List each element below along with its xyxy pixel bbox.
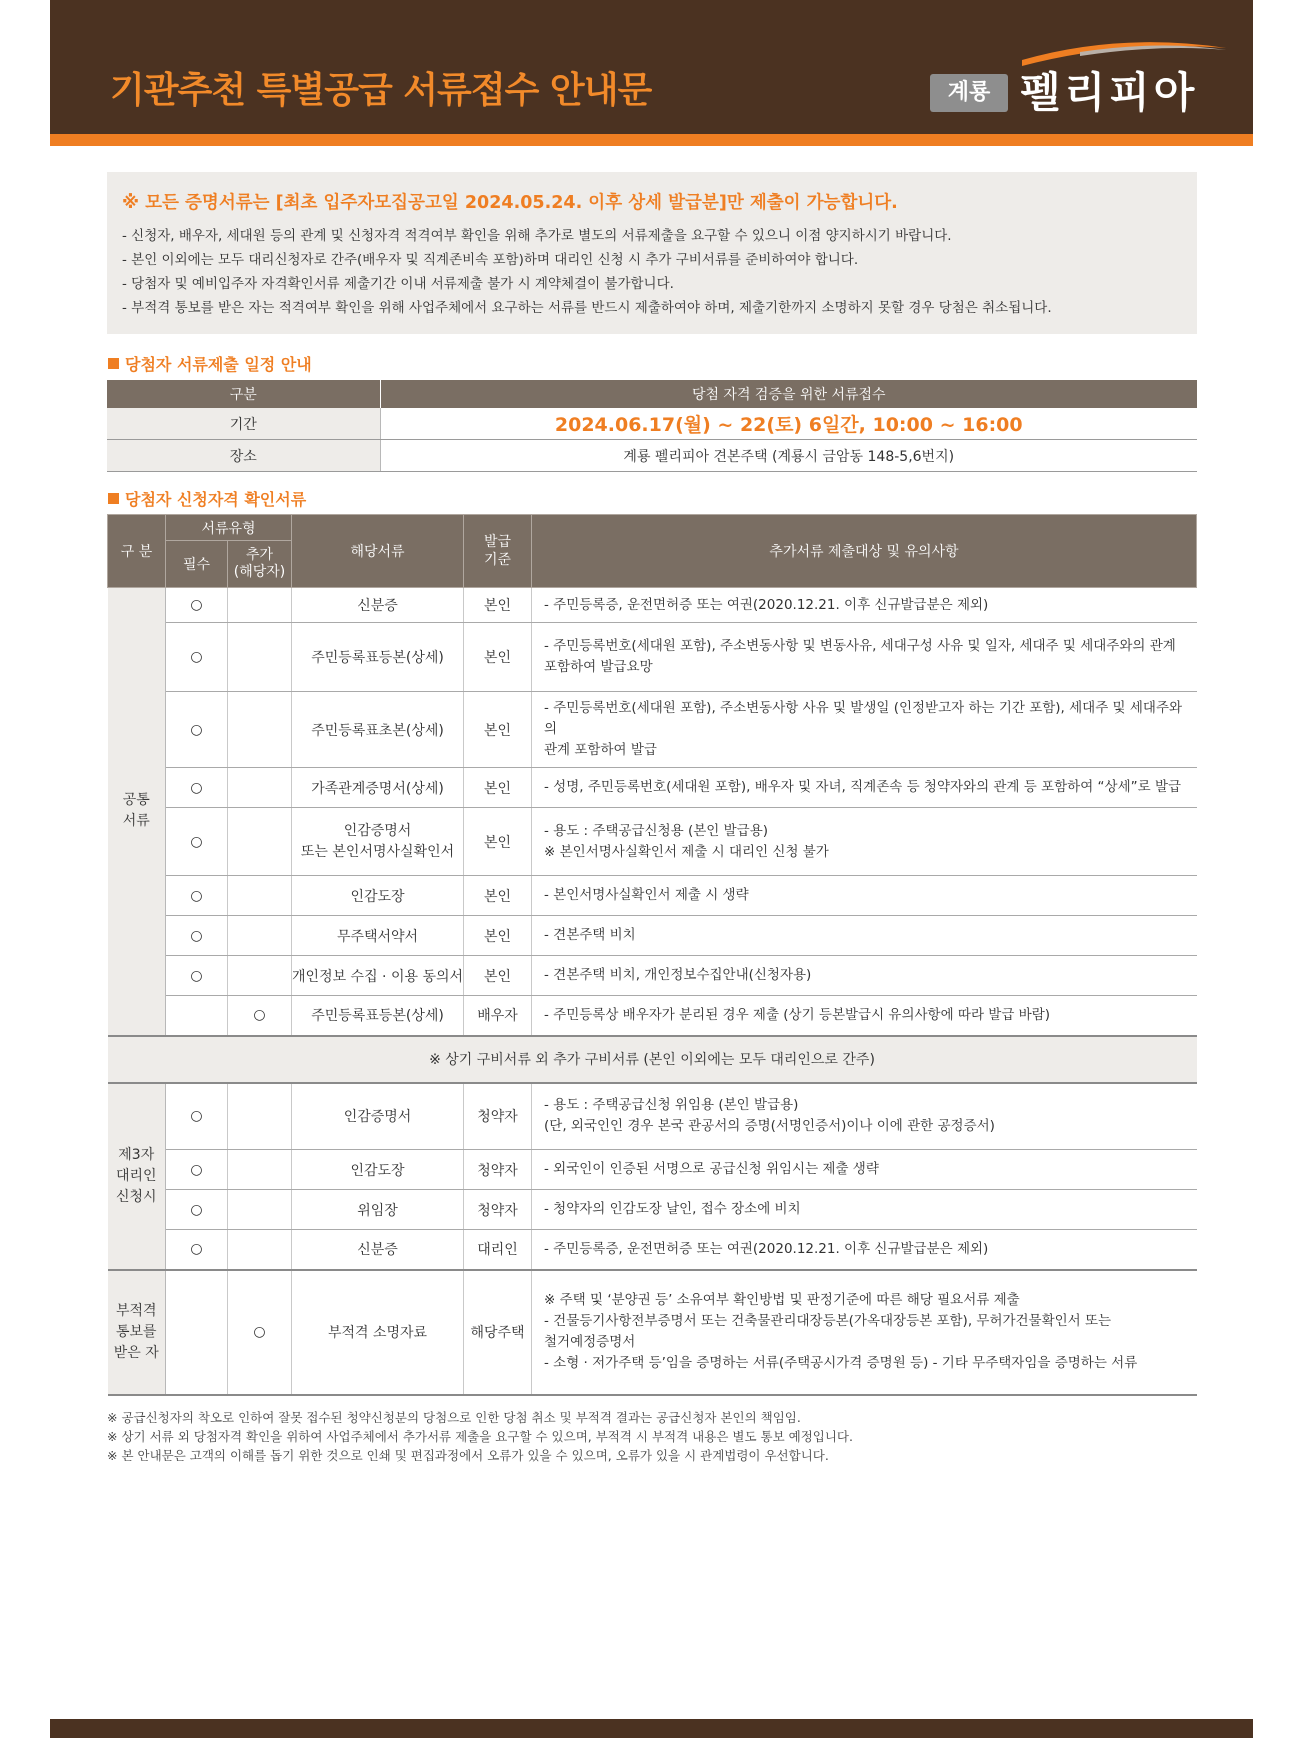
issuer: 본인 — [464, 692, 532, 768]
docs-header-notes: 추가서류 제출대상 및 유의사항 — [532, 515, 1197, 588]
docs-header-additional: 추가 (해당자) — [228, 541, 292, 588]
additional-mark — [228, 692, 292, 768]
footnote: ※ 본 안내문은 고객의 이해를 돕기 위한 것으로 인쇄 및 편집과정에서 오류가 있을 수 있으며, 오류가 있을 시 관계법령이 우선합니다. — [107, 1448, 829, 1463]
table-row — [108, 876, 1197, 916]
note: - 주민등록번호(세대원 포함), 주소변동사항 및 변동사유, 세대구성 사유 및 일자, 세대주 및 세대주와의 관계 포함하여 발급요망 — [532, 623, 1197, 692]
docs-header-required: 필수 — [166, 541, 228, 588]
note: - 성명, 주민등록번호(세대원 포함), 배우자 및 자녀, 직계존속 등 청약자와의 관계 등 포함하여 “상세”로 발급 — [532, 768, 1197, 808]
note: ※ 주택 및 ‘분양권 등’ 소유여부 확인방법 및 판정기준에 따른 해당 필요서류 제출 - 건물등기사항전부증명서 또는 건축물관리대장등본(가옥대장등본 포함), 무허가건물확인서 또는 철거예정증명서 - 소형 · 저가주택 등’임을 증명하는 서류(주택공시가격 증명원 등) - 기타 무주택자임을 증명하는 서류 — [532, 1270, 1197, 1395]
document-name: 주민등록표등본(상세) — [292, 996, 464, 1036]
docs-header-type: 서류유형 — [166, 515, 292, 541]
additional-mark — [228, 956, 292, 996]
document-name: 무주택서약서 — [292, 916, 464, 956]
table-row — [108, 588, 1197, 623]
document-name: 인감증명서 또는 본인서명사실확인서 — [292, 808, 464, 876]
issuer: 청약자 — [464, 1150, 532, 1190]
issuer: 본인 — [464, 916, 532, 956]
table-row — [108, 1150, 1197, 1190]
required-mark — [166, 1270, 228, 1395]
document-name: 가족관계증명서(상세) — [292, 768, 464, 808]
note: - 주민등록증, 운전면허증 또는 여권(2020.12.21. 이후 신규발급분은 제외) — [532, 588, 1197, 623]
document-name: 인감증명서 — [292, 1083, 464, 1150]
additional-mark — [228, 916, 292, 956]
note: - 본인서명사실확인서 제출 시 생략 — [532, 876, 1197, 916]
required-mark: ○ — [166, 876, 228, 916]
table-row — [108, 996, 1197, 1036]
notice-item: - 부적격 통보를 받은 자는 적격여부 확인을 위해 사업주체에서 요구하는 서류를 반드시 제출하여야 하며, 제출기한까지 소명하지 못할 경우 당첨은 취소됩니다. — [122, 300, 1052, 316]
additional-mark — [228, 1190, 292, 1230]
note: - 주민등록상 배우자가 분리된 경우 제출 (상기 등본발급시 유의사항에 따라 발급 바람) — [532, 996, 1197, 1036]
schedule-section-title: 당첨자 서류제출 일정 안내 — [108, 352, 312, 375]
document-name: 위임장 — [292, 1190, 464, 1230]
notice-heading: ※ 모든 증명서류는 [최초 입주자모집공고일 2024.05.24. 이후 상세 발급분]만 제출이 가능합니다. — [122, 193, 898, 213]
notice-item: - 신청자, 배우자, 세대원 등의 관계 및 신청자격 적격여부 확인을 위해 추가로 별도의 서류제출을 요구할 수 있으니 이점 양지하시기 바랍니다. — [122, 228, 952, 244]
square-bullet-icon — [108, 493, 119, 504]
docs-header-category: 구 분 — [108, 515, 166, 588]
additional-mark — [228, 1150, 292, 1190]
issuer: 대리인 — [464, 1230, 532, 1270]
table-row — [108, 916, 1197, 956]
required-mark: ○ — [166, 916, 228, 956]
document-name: 주민등록표등본(상세) — [292, 623, 464, 692]
table-row — [108, 1083, 1197, 1150]
document-name: 부적격 소명자료 — [292, 1270, 464, 1395]
footnote: ※ 상기 서류 외 당첨자격 확인을 위하여 사업주체에서 추가서류 제출을 요구할 수 있으며, 부적격 시 부적격 내용은 별도 통보 예정입니다. — [107, 1429, 853, 1444]
note: - 주민등록번호(세대원 포함), 주소변동사항 사유 및 발생일 (인정받고자 하는 기간 포함), 세대주 및 세대주와의 관계 포함하여 발급 — [532, 692, 1197, 768]
issuer: 본인 — [464, 768, 532, 808]
note: - 용도 : 주택공급신청 위임용 (본인 발급용) (단, 외국인인 경우 본국 관공서의 증명(서명인증서)이나 이에 관한 공정증서) — [532, 1083, 1197, 1150]
schedule-header-category: 구분 — [107, 380, 380, 408]
required-mark: ○ — [166, 1083, 228, 1150]
required-mark: ○ — [166, 1230, 228, 1270]
footnotes — [107, 1408, 853, 1465]
footer-bar — [50, 1719, 1253, 1738]
issuer: 본인 — [464, 876, 532, 916]
issuer: 해당주택 — [464, 1270, 532, 1395]
document-name: 신분증 — [292, 588, 464, 623]
issuer: 본인 — [464, 808, 532, 876]
note: - 청약자의 인감도장 날인, 접수 장소에 비치 — [532, 1190, 1197, 1230]
note: - 외국인이 인증된 서명으로 공급신청 위임시는 제출 생략 — [532, 1150, 1197, 1190]
schedule-table — [107, 380, 1197, 472]
note: - 용도 : 주택공급신청용 (본인 발급용) ※ 본인서명사실확인서 제출 시 대리인 신청 불가 — [532, 808, 1197, 876]
additional-mark — [228, 808, 292, 876]
additional-docs-note: ※ 상기 구비서류 외 추가 구비서류 (본인 이외에는 모두 대리인으로 간주) — [108, 1036, 1197, 1083]
table-row — [108, 808, 1197, 876]
issuer: 본인 — [464, 588, 532, 623]
schedule-period-value: 2024.06.17(월) ~ 22(토) 6일간, 10:00 ~ 16:00 — [380, 408, 1197, 440]
category-proxy: 제3자 대리인 신청시 — [108, 1083, 166, 1270]
table-row — [108, 1190, 1197, 1230]
required-mark: ○ — [166, 768, 228, 808]
issuer: 청약자 — [464, 1083, 532, 1150]
notice-item: - 본인 이외에는 모두 대리신청자로 간주(배우자 및 직계존비속 포함)하며 대리인 신청 시 추가 구비서류를 준비하여야 합니다. — [122, 252, 859, 268]
footnote: ※ 공급신청자의 착오로 인하여 잘못 접수된 청약신청분의 당첨으로 인한 당첨 취소 및 부적격 결과는 공급신청자 본인의 책임임. — [107, 1410, 801, 1425]
additional-mark: ○ — [228, 996, 292, 1036]
issuer: 청약자 — [464, 1190, 532, 1230]
additional-mark — [228, 1083, 292, 1150]
issuer: 본인 — [464, 623, 532, 692]
additional-mark — [228, 768, 292, 808]
notice-box — [107, 172, 1197, 334]
required-mark: ○ — [166, 588, 228, 623]
table-row — [108, 768, 1197, 808]
required-mark: ○ — [166, 1190, 228, 1230]
note: - 견본주택 비치, 개인정보수집안내(신청자용) — [532, 956, 1197, 996]
document-name: 주민등록표초본(상세) — [292, 692, 464, 768]
square-bullet-icon — [108, 358, 119, 369]
document-name: 신분증 — [292, 1230, 464, 1270]
document-name: 인감도장 — [292, 1150, 464, 1190]
table-row — [108, 623, 1197, 692]
note: - 견본주택 비치 — [532, 916, 1197, 956]
document-name: 인감도장 — [292, 876, 464, 916]
notice-list — [122, 224, 1052, 320]
additional-mark — [228, 876, 292, 916]
required-mark: ○ — [166, 692, 228, 768]
docs-section-title: 당첨자 신청자격 확인서류 — [108, 487, 306, 510]
required-mark: ○ — [166, 956, 228, 996]
note: - 주민등록증, 운전면허증 또는 여권(2020.12.21. 이후 신규발급분은 제외) — [532, 1230, 1197, 1270]
page-title: 기관추천 특별공급 서류접수 안내문 — [110, 70, 652, 111]
required-mark — [166, 996, 228, 1036]
schedule-period-label: 기간 — [107, 408, 380, 440]
required-mark: ○ — [166, 1150, 228, 1190]
category-ineligible: 부적격 통보를 받은 자 — [108, 1270, 166, 1395]
category-common: 공통 서류 — [108, 588, 166, 1036]
table-row — [108, 1270, 1197, 1395]
docs-table — [107, 514, 1197, 1396]
table-row — [108, 1230, 1197, 1270]
table-row — [108, 1036, 1197, 1083]
table-row — [108, 956, 1197, 996]
schedule-place-value: 계룡 펠리피아 견본주택 (계룡시 금암동 148-5,6번지) — [380, 440, 1197, 472]
notice-item: - 당첨자 및 예비입주자 자격확인서류 제출기간 이내 서류제출 불가 시 계약체결이 불가합니다. — [122, 276, 674, 292]
required-mark: ○ — [166, 623, 228, 692]
additional-mark: ○ — [228, 1270, 292, 1395]
docs-header-document: 해당서류 — [292, 515, 464, 588]
schedule-place-label: 장소 — [107, 440, 380, 472]
additional-mark — [228, 588, 292, 623]
header-stripe — [50, 134, 1253, 146]
logo-name: 펠리피아 — [1020, 68, 1199, 117]
document-name: 개인정보 수집 · 이용 동의서 — [292, 956, 464, 996]
schedule-header-title: 당첨 자격 검증을 위한 서류접수 — [380, 380, 1197, 408]
logo-prefix: 계룡 — [930, 74, 1008, 112]
required-mark: ○ — [166, 808, 228, 876]
table-row — [108, 692, 1197, 768]
additional-mark — [228, 1230, 292, 1270]
additional-mark — [228, 623, 292, 692]
issuer: 본인 — [464, 956, 532, 996]
issuer: 배우자 — [464, 996, 532, 1036]
docs-header-issuer: 발급 기준 — [464, 515, 532, 588]
